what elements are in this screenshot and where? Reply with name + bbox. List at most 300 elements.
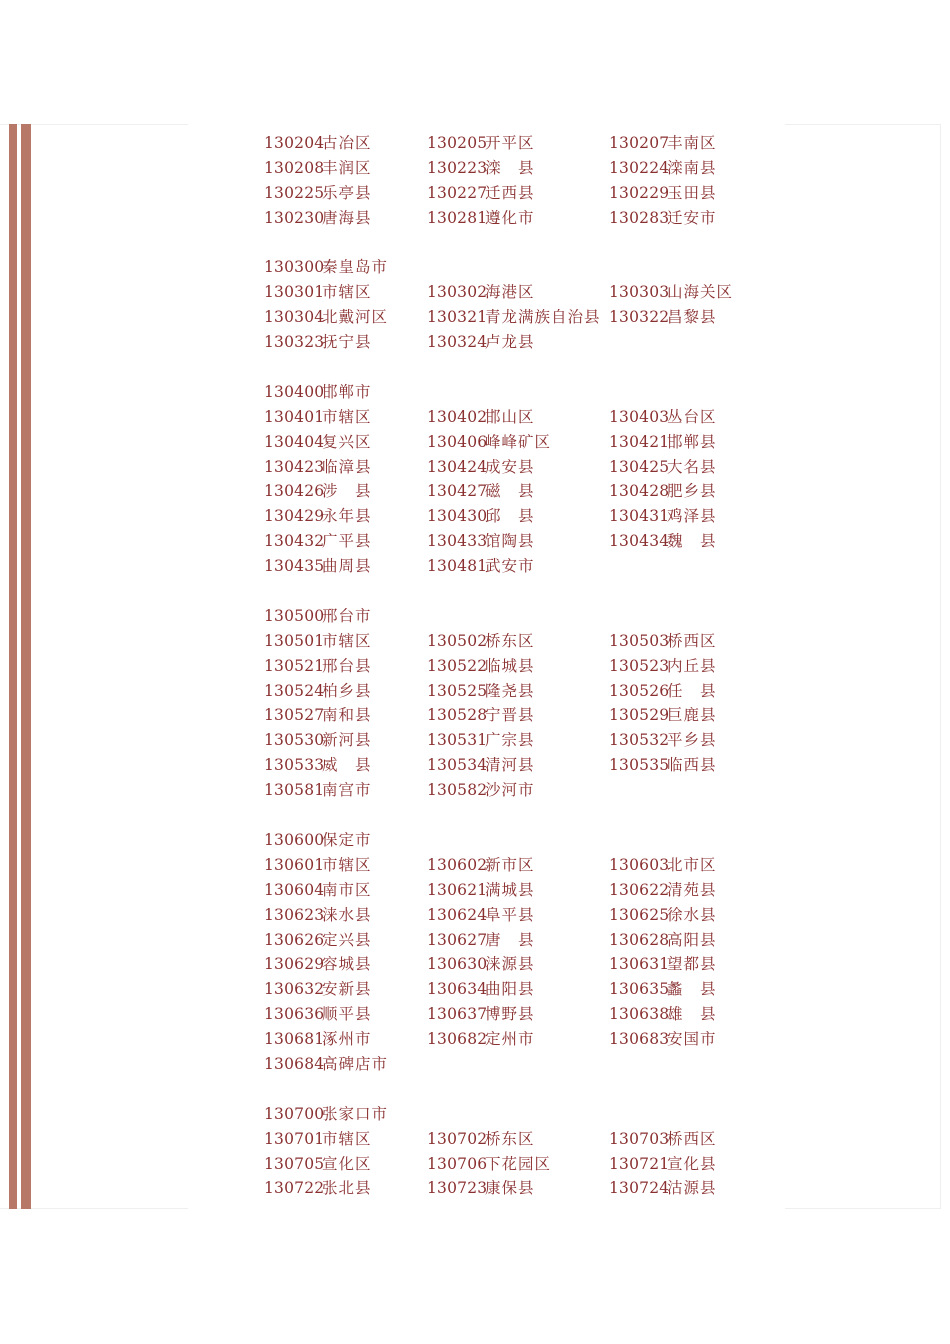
blank-row [264,803,784,828]
area-name: 唐海县 [322,208,372,227]
list-item [264,1152,372,1177]
area-code: 130526 [609,681,670,700]
area-code: 130522 [427,656,488,675]
area-code: 130705 [264,1154,325,1173]
area-code: 130430 [427,507,488,526]
area-code: 130535 [609,756,670,775]
area-name: 桥东区 [485,1129,535,1148]
area-name: 邢台县 [322,656,372,675]
list-row [264,1027,784,1052]
list-item [609,131,717,156]
area-name: 曲阳县 [485,980,535,999]
area-name: 青龙满族自治县 [485,308,601,327]
area-code: 130602 [427,855,488,874]
list-item [427,952,535,977]
area-name: 丰南区 [667,134,717,152]
list-item [264,728,372,753]
area-code: 130638 [609,1005,670,1024]
list-item [264,1027,372,1052]
area-name: 玉田县 [667,183,717,202]
area-name: 宣化县 [667,1154,717,1173]
list-item [264,604,372,629]
list-item [427,504,535,529]
area-code: 130500 [264,606,325,625]
area-name: 复兴区 [322,432,372,451]
list-item [427,703,535,728]
list-row [264,330,784,355]
area-code: 130604 [264,880,325,899]
list-row [264,1152,784,1177]
list-item [264,654,372,679]
list-item [427,455,535,480]
list-item [609,679,717,704]
area-code: 130624 [427,905,488,924]
area-code: 130425 [609,457,670,476]
list-row [264,131,784,156]
area-code: 130528 [427,706,488,725]
list-row [264,504,784,529]
area-code: 130581 [264,781,325,800]
area-name: 宁晋县 [485,706,535,725]
list-item [264,853,372,878]
area-code: 130281 [427,208,488,227]
list-item [264,305,388,330]
area-name: 曲周县 [322,557,372,576]
list-item [264,156,372,181]
area-code: 130623 [264,905,325,924]
area-name: 博野县 [485,1005,535,1024]
area-code: 130532 [609,731,670,750]
area-name: 滦南县 [667,158,717,177]
list-item [264,455,372,480]
area-code: 130634 [427,980,488,999]
area-name: 北市区 [667,855,717,874]
area-name: 邯山区 [485,407,535,426]
area-name: 市辖区 [322,631,372,650]
list-row [264,1176,784,1201]
area-name: 丰润区 [322,158,372,177]
area-name: 抚宁县 [322,333,372,352]
area-name: 秦皇岛市 [322,258,389,277]
list-item [609,280,733,305]
list-item [427,853,535,878]
list-item [609,629,717,654]
area-code: 130204 [264,134,325,152]
area-name: 桥西区 [667,631,717,650]
decorative-bar-left [9,124,17,1209]
area-name: 内丘县 [667,656,717,675]
area-code: 130622 [609,880,670,899]
list-item [264,554,372,579]
frame-top-line-right [785,124,941,125]
list-item [609,305,717,330]
list-row [264,778,784,803]
list-row [264,380,784,405]
area-name: 新市区 [485,855,535,874]
list-row [264,455,784,480]
area-name: 邯郸市 [322,382,372,401]
list-item [427,878,535,903]
list-item [609,728,717,753]
list-item [427,778,535,803]
list-item [264,629,372,654]
area-name: 南和县 [322,706,372,725]
decorative-bar-right [21,124,31,1209]
list-item [609,928,717,953]
blank-row [264,231,784,256]
area-code: 130525 [427,681,488,700]
list-item [427,280,535,305]
area-name: 新河县 [322,731,372,750]
area-name: 涞水县 [322,905,372,924]
area-code: 130527 [264,706,325,725]
area-name: 清河县 [485,756,535,775]
list-item [427,629,535,654]
area-name: 隆尧县 [485,681,535,700]
area-code: 130681 [264,1030,325,1049]
list-item [264,753,372,778]
area-name: 阜平县 [485,905,535,924]
area-code: 130631 [609,955,670,974]
list-item [609,878,717,903]
area-code: 130208 [264,158,325,177]
list-item [264,703,372,728]
list-item [427,554,535,579]
list-row [264,654,784,679]
list-item [264,1102,388,1127]
list-item [609,430,717,455]
area-code: 130503 [609,631,670,650]
area-code: 130632 [264,980,325,999]
area-code: 130223 [427,158,488,177]
area-code: 130302 [427,283,488,302]
list-item [264,280,372,305]
list-item [264,828,372,853]
area-name: 顺平县 [322,1005,372,1024]
area-code: 130502 [427,631,488,650]
list-item [427,1176,535,1201]
area-name: 临漳县 [322,457,372,476]
area-code: 130628 [609,930,670,949]
area-name: 张北县 [322,1179,372,1198]
list-item [264,679,372,704]
list-item [264,206,372,231]
list-item [427,206,535,231]
list-item [609,405,717,430]
area-code: 130722 [264,1179,325,1198]
blank-row [264,579,784,604]
area-code: 130283 [609,208,670,227]
area-name: 峰峰矿区 [485,432,552,451]
area-name: 平乡县 [667,731,717,750]
list-item [609,952,717,977]
area-name: 永年县 [322,507,372,526]
area-name: 任 县 [667,681,717,700]
area-name: 乐亭县 [322,183,372,202]
area-name: 蠡 县 [667,980,717,999]
list-row [264,181,784,206]
list-item [427,131,535,156]
area-code: 130703 [609,1129,670,1148]
area-name: 大名县 [667,457,717,476]
list-row [264,405,784,430]
area-code: 130621 [427,880,488,899]
area-code: 130627 [427,930,488,949]
area-code: 130421 [609,432,670,451]
area-code: 130424 [427,457,488,476]
list-item [264,479,372,504]
list-item [427,156,535,181]
area-code: 130682 [427,1030,488,1049]
area-code: 130324 [427,333,488,352]
area-name: 临西县 [667,756,717,775]
area-code: 130582 [427,781,488,800]
area-code: 130303 [609,283,670,302]
list-item [427,305,601,330]
list-item [264,330,372,355]
list-item [264,430,372,455]
area-code: 130481 [427,557,488,576]
list-item [264,1002,372,1027]
list-item [264,1052,388,1077]
list-item [609,853,717,878]
list-row [264,255,784,280]
area-code: 130636 [264,1005,325,1024]
list-item [264,952,372,977]
list-item [427,479,535,504]
area-name: 沽源县 [667,1179,717,1198]
area-code: 130523 [609,656,670,675]
area-code: 130626 [264,930,325,949]
list-row [264,977,784,1002]
area-code: 130723 [427,1179,488,1198]
blank-row [264,355,784,380]
list-item [427,405,535,430]
list-row [264,206,784,231]
list-item [427,753,535,778]
area-name: 高阳县 [667,930,717,949]
list-item [609,1127,717,1152]
area-name: 雄 县 [667,1005,717,1024]
area-name: 肥乡县 [667,482,717,501]
area-code: 130637 [427,1005,488,1024]
area-code: 130600 [264,830,325,849]
area-name: 巨鹿县 [667,706,717,725]
area-name: 望都县 [667,955,717,974]
area-code: 130227 [427,183,488,202]
area-name: 安新县 [322,980,372,999]
area-name: 桥东区 [485,631,535,650]
list-item [427,654,535,679]
area-code: 130224 [609,158,670,177]
list-item [609,1002,717,1027]
area-name: 保定市 [322,830,372,849]
area-code: 130531 [427,731,488,750]
list-item [427,903,535,928]
list-item [264,380,372,405]
area-code: 130427 [427,482,488,501]
area-name: 馆陶县 [485,532,535,551]
area-code: 130625 [609,905,670,924]
area-code: 130635 [609,980,670,999]
area-code: 130322 [609,308,670,327]
area-name: 下花园区 [485,1154,552,1173]
area-code: 130205 [427,134,488,152]
list-row [264,430,784,455]
area-code: 130207 [609,134,670,152]
list-row [264,554,784,579]
area-name: 昌黎县 [667,308,717,327]
area-name: 定州市 [485,1030,535,1049]
area-name: 邯郸县 [667,432,717,451]
area-name: 涞源县 [485,955,535,974]
area-name: 市辖区 [322,855,372,874]
area-name: 宣化区 [322,1154,372,1173]
area-code: 130404 [264,432,325,451]
area-name: 迁西县 [485,183,535,202]
area-code: 130501 [264,631,325,650]
area-code: 130229 [609,183,670,202]
area-code: 130225 [264,183,325,202]
area-code: 130435 [264,557,325,576]
list-item [609,181,717,206]
area-name: 桥西区 [667,1129,717,1148]
list-row [264,753,784,778]
area-name: 柏乡县 [322,681,372,700]
list-row [264,952,784,977]
list-item [609,206,717,231]
area-code: 130702 [427,1129,488,1148]
frame-bottom-line-right [785,1208,941,1209]
area-name: 古冶区 [322,134,372,152]
area-code: 130534 [427,756,488,775]
area-name: 涿州市 [322,1030,372,1049]
area-name: 开平区 [485,134,535,152]
list-item [427,928,535,953]
list-item [609,753,717,778]
area-name: 满城县 [485,880,535,899]
area-name: 威 县 [322,756,372,775]
area-name: 涉 县 [322,482,372,501]
area-name: 磁 县 [485,482,535,501]
area-name: 唐 县 [485,930,535,949]
list-row [264,853,784,878]
area-code: 130321 [427,308,488,327]
area-name: 定兴县 [322,930,372,949]
area-name: 沙河市 [485,781,535,800]
area-name: 康保县 [485,1179,535,1198]
blank-row [264,1077,784,1102]
area-name: 徐水县 [667,905,717,924]
list-item [264,928,372,953]
list-item [427,1152,551,1177]
area-code: 130521 [264,656,325,675]
area-name: 临城县 [485,656,535,675]
area-code: 130529 [609,706,670,725]
list-item [427,529,535,554]
list-item [264,181,372,206]
area-name: 邱 县 [485,507,535,526]
area-name: 山海关区 [667,283,734,302]
list-item [609,1176,717,1201]
area-name: 广平县 [322,532,372,551]
list-item [264,878,372,903]
list-item [427,679,535,704]
list-row [264,828,784,853]
area-name: 迁安市 [667,208,717,227]
area-name: 广宗县 [485,731,535,750]
list-item [264,977,372,1002]
list-row [264,305,784,330]
area-code: 130230 [264,208,325,227]
list-item [609,529,717,554]
area-code: 130524 [264,681,325,700]
area-code: 130431 [609,507,670,526]
list-row [264,479,784,504]
list-item [427,728,535,753]
area-code: 130706 [427,1154,488,1173]
list-item [264,778,372,803]
list-item [264,529,372,554]
list-item [609,654,717,679]
area-name: 市辖区 [322,283,372,302]
area-code: 130603 [609,855,670,874]
area-code: 130301 [264,283,325,302]
list-item [609,703,717,728]
area-name: 北戴河区 [322,308,389,327]
list-row [264,529,784,554]
list-item [609,479,717,504]
area-name: 高碑店市 [322,1054,389,1073]
list-item [264,903,372,928]
area-code: 130432 [264,532,325,551]
area-code: 130323 [264,333,325,352]
list-row [264,1102,784,1127]
area-code: 130701 [264,1129,325,1148]
list-row [264,903,784,928]
list-item [609,977,717,1002]
area-name: 市辖区 [322,407,372,426]
list-row [264,878,784,903]
list-row [264,604,784,629]
list-item [427,430,551,455]
list-item [427,330,535,355]
list-row [264,629,784,654]
area-name: 容城县 [322,955,372,974]
list-item [609,1027,717,1052]
area-code: 130401 [264,407,325,426]
list-item [609,1152,717,1177]
area-code: 130429 [264,507,325,526]
area-code: 130402 [427,407,488,426]
area-name: 滦 县 [485,158,535,177]
list-item [427,1127,535,1152]
area-name: 安国市 [667,1030,717,1049]
area-name: 市辖区 [322,1129,372,1148]
area-name: 南市区 [322,880,372,899]
list-item [427,1002,535,1027]
area-name: 武安市 [485,557,535,576]
area-name: 成安县 [485,457,535,476]
region-code-list [264,131,784,1201]
area-code: 130629 [264,955,325,974]
list-item [264,255,388,280]
area-code: 130684 [264,1054,325,1073]
list-row [264,1002,784,1027]
area-code: 130434 [609,532,670,551]
list-row [264,703,784,728]
list-item [264,1127,372,1152]
